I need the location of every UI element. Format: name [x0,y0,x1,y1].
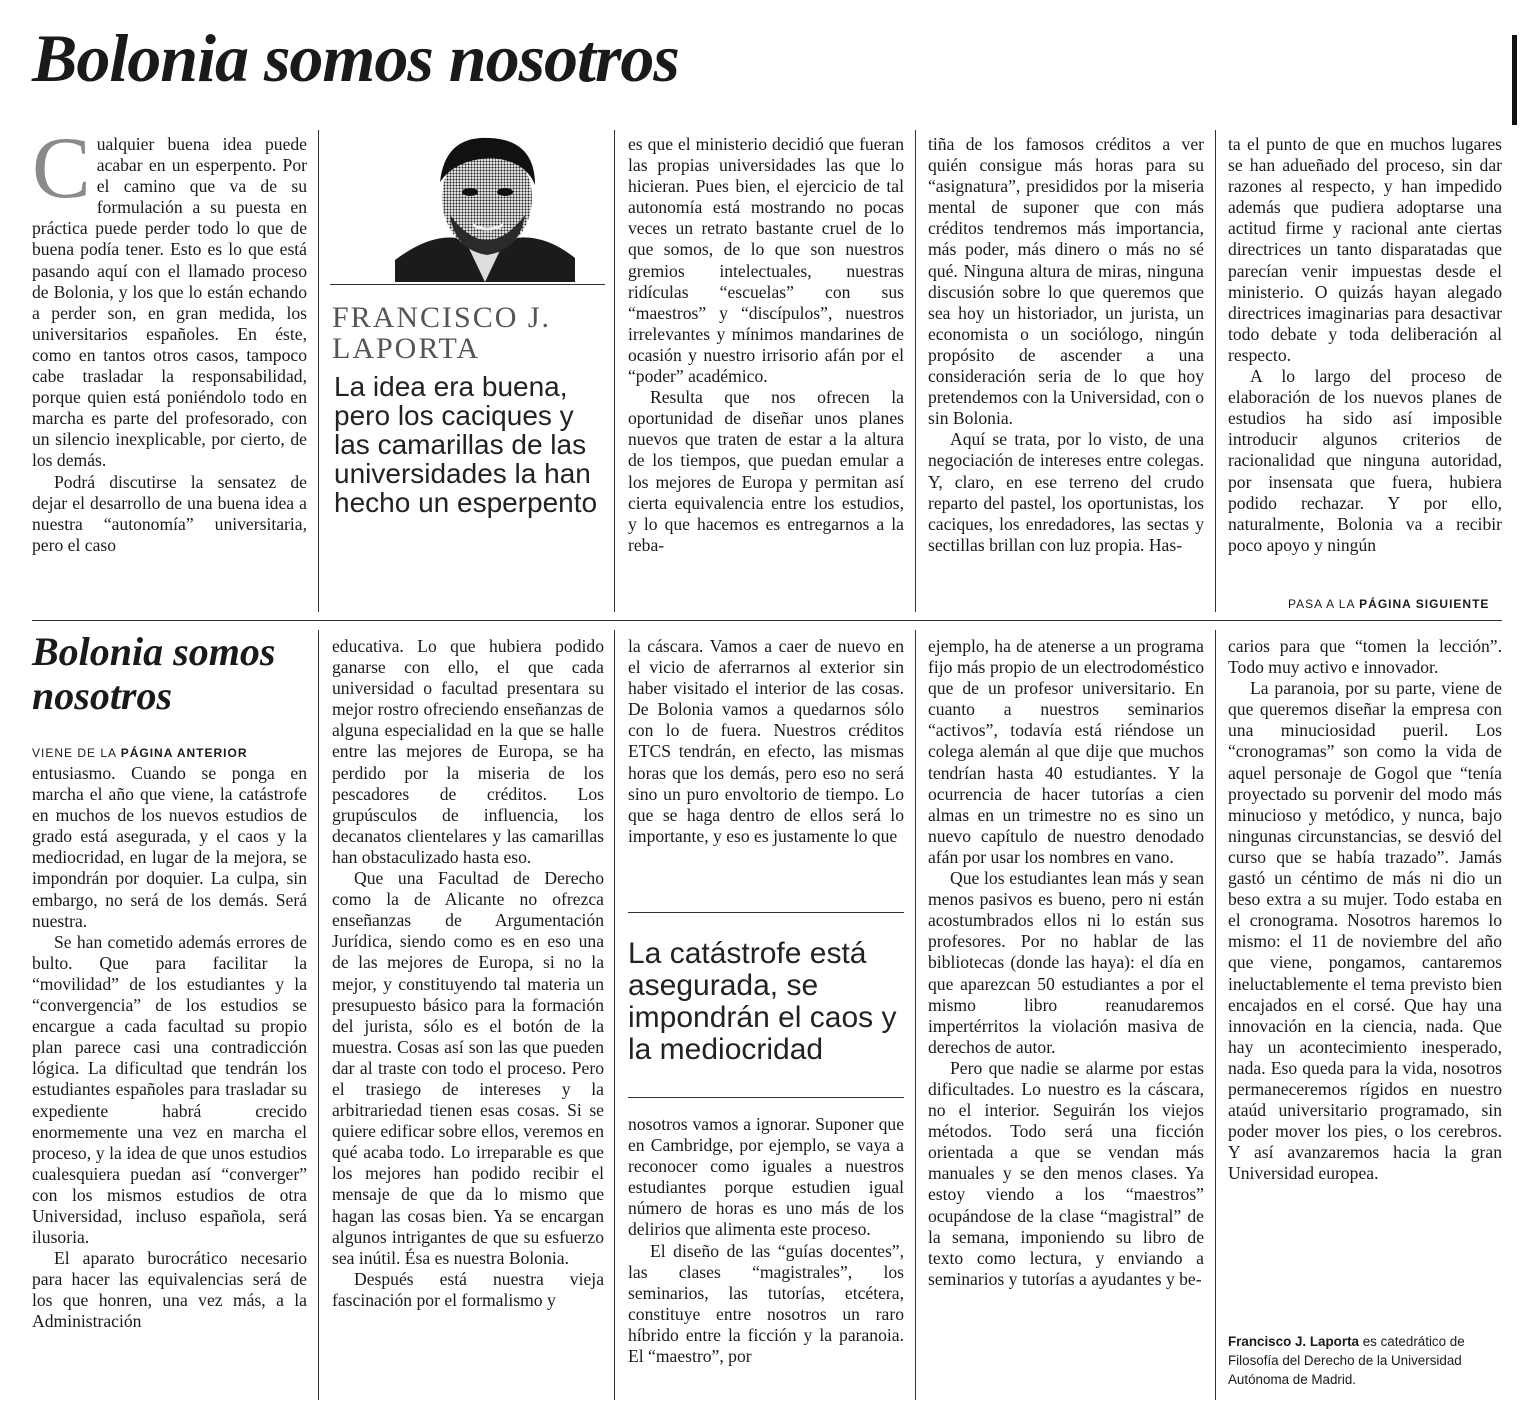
paragraph: nosotros vamos a ignorar. Suponer que en Cambridge, por ejemplo, se vaya a reconocer como iguales a nuestros estudiantes porque estudien igual número de horas es uno más de los delirios que alimenta este proceso. [628,1114,904,1240]
column-rule [318,630,319,1400]
paragraph: Aquí se trata, por lo visto, de una negociación de intereses entre colegas. Y, claro, en ese terreno del crudo reparto del pastel, los oportunistas, los caciques, los enredadores, las sectas y sectillas brillan con luz propia. Has- [928,429,1204,555]
paragraph: carios para que “tomen la lección”. Todo muy activo e innovador. [1228,636,1502,678]
paragraph: A lo largo del proceso de elaboración de los nuevos planes de estudios ha sido así imposible introducir algunos criterios de racionalidad que ninguna autoridad, por insensata que fuera, hubiera podido rechazar. Y por ello, naturalmente, Bolonia va a recibir poco apoyo y ningún [1228,366,1502,555]
continuation-title: Bolonia somos nosotros [32,629,276,718]
author-last-name: LAPORTA [332,332,481,365]
paragraph: Resulta que nos ofrecen la oportunidad de diseñar unos planes nuevos que traten de estar a la altura de los tiempos, que puedan emular a los mejores de Europa y permitan así cierta equivalencia entre los estudios, y lo que hacemos es entregarnos a la reba- [628,387,904,555]
column-rule [318,130,319,612]
paragraph: educativa. Lo que hubiera podido ganarse con ello, el que cada universidad o facultad presentara su mejor rostro ofreciendo enseñanzas de alguna especialidad en la que se halle entre las mejores de Europa, se ha perdido por la miseria de los pescadores de créditos. Los grupúsculos de influencia, los decanatos clientelares y las camarillas han obstaculizado hasta eso. [332,636,604,867]
paragraph: la cáscara. Vamos a caer de nuevo en el vicio de aferrarnos al exterior sin haber visitado el interior de las cosas. De Bolonia vamos a quedarnos sólo con lo de fuera. Nuestros créditos ETCS tendrán, en efecto, las mismas horas que los demás, pero eso no será sino un puro envoltorio de tiempo. Lo que se haga dentro de ellos será lo importante, y eso es justamente lo que [628,636,904,846]
section-divider [32,620,1502,621]
top-column-3 [628,134,904,612]
turn-prefix: VIENE DE LA [32,746,117,760]
turn-prefix: PASA A LA [1288,597,1355,611]
paragraph: ta el punto de que en muchos lugares se han adueñado del proceso, sin dar razones al respecto, y han impedido además que pudiera adoptarse una actitud firme y racional ante ciertas directrices un tanto disparatadas que parecían venir impuestas desde el ministerio. O quizás hayan alegado directrices imaginarias para desactivar todo debate y toda deliberación al respecto. [1228,134,1502,365]
page-edge-mark [1512,35,1517,125]
column-rule [614,130,615,612]
pullquote-rule [628,912,904,913]
paragraph: es que el ministerio decidió que fueran las propias universidades las que lo hicieran. Pues bien, el ejercicio de tal autonomía está mostrando no pocas veces un retrato bastante cruel de lo que somos, de lo que son nuestros gremios intelectuales, nuestras ridículas “escuelas” con sus “maestros” y “discípulos”, nuestros irrelevantes y mínimos mandarines de ocasión y nuestro irrisorio afán por el “poder” académico. [628,134,904,387]
paragraph: La paranoia, por su parte, viene de que queremos diseñar la empresa con una minuciosidad pueril. Los “cronogramas” son como la vida de aquel personaje de Gogol que “tenía proyectado su porvenir del modo más minucioso y metódico, y nunca, bajo ningunas circunstancias, se desvió del curso que se había trazado”. Jamás gastó un céntimo de más ni dio un beso extra a su mujer. Todo estaba en el cronograma. Nosotros haremos lo mismo: el 11 de noviembre del año que viene, pongamos, cantaremos ineluctablemente el tema previsto bien encajados en el corsé. Que hay una innovación en la ciencia, nada. Que hay un acontecimiento inesperado, nada. Eso queda para la vida, nosotros permaneceremos rígidos en nuestro ataúd universitario programado, sin poder mover los pies, o los cerebros. Y así avanzaremos hacia la gran Universidad europea. [1228,678,1502,1184]
column-rule [1215,130,1216,612]
bottom-column-1 [32,763,307,1405]
turn-page-label: PÁGINA SIGUIENTE [1359,597,1490,611]
author-bio [1228,1332,1502,1389]
top-column-4 [928,134,1204,612]
drop-cap: C [32,134,91,217]
top-column-5 [1228,134,1502,592]
paragraph: Que una Facultad de Derecho como la de Alicante no ofrezca enseñanzas de Argumentación Jurídica, siendo como es en eso una de las mejores de Europa, si no la mejor, y constituyendo tal materia un presupuesto básico para la formación del jurista, sólo es el botón de la muestra. Cosas así son las que pueden dar al traste con todo el proceso. Pero el trasiego de intereses y la arbitrariedad tienen esas cosas. Si se quiere edificar sobre ellos, veremos en qué acaba todo. Lo irreparable es que los mejores han podido recibir el mensaje de que da lo mismo que hagan las cosas bien. Ya se encargan algunos intrigantes de que su esfuerzo sea inútil. Ésa es nuestra Bolonia. [332,868,604,1268]
paragraph: Podrá discutirse la sensatez de dejar el desarrollo de una buena idea a nuestra “autonomía” universitaria, pero el caso [32,471,307,555]
column-rule [915,130,916,612]
column-rule [915,630,916,1400]
pull-quote: La idea era buena, pero los caciques y las camarillas de las universidades la han hecho un esperpento [334,371,598,518]
paragraph: Después está nuestra vieja fascinación por el formalismo y [332,1268,604,1310]
paragraph: ualquier buena idea puede acabar en un esperpento. Por el camino que va de su formulación a su puesta en práctica puede perder todo lo que de buena podía tener. Esto es lo que está pasando aquí con el llamado proceso de Bolonia, y los que lo están echando a perder son, en gran medida, los universitarios españoles. En éste, como en tantos otros casos, tampoco cabe trasladar la responsabilidad, porque quien está poniéndolo todo en marcha es parte del profesorado, con un silencio inexplicable, por cierto, de los demás. [32,134,307,471]
paragraph: ejemplo, ha de atenerse a un programa fijo más propio de un electrodoméstico que de un profesor universitario. En cuanto a nuestros seminarios “activos”, todavía está riéndose un colega alemán al que dije que muchos tendrían hasta 40 estudiantes. Y la ocurrencia de hacer tutorías a cien almas en un trimestre no es sino un nuevo capítulo de nuestro denodado afán por usar los nombres en vano. [928,636,1204,867]
bottom-column-5 [1228,636,1502,1316]
bottom-column-3a [628,636,904,898]
pullquote-rule [628,1097,904,1098]
author-byline [332,302,551,364]
author-first-name: FRANCISCO J. [332,301,552,334]
paragraph: Pero que nadie se alarme por estas dificultades. Lo nuestro es la cáscara, no el interior. Seguirán los viejos métodos. Todo será una ficción orientada a que se vendan más manuales y se den menos clases. Ya estoy viendo a los “maestros” ocupándose de la clase “magistral” de la semana, imponiendo su libro de texto como lectura, y enviando a seminarios y tutorías a ayudantes y be- [928,1057,1204,1289]
turn-page-label: PÁGINA ANTERIOR [120,746,248,760]
top-column-1 [32,134,307,612]
paragraph: tiña de los famosos créditos a ver quién consigue más horas para su “asignatura”, presididos por la miseria mental de suponer que con más créditos tendremos más importancia, más poder, más dinero o más no sé qué. Ninguna altura de miras, ninguna discusión sobre lo que queremos que sea hoy un historiador, un jurista, un economista o un sociólogo, ningún propósito de ascender a una consideración seria de lo que hoy pretendemos con la Universidad, con o sin Bolonia. [928,134,1204,429]
paragraph: entusiasmo. Cuando se ponga en marcha el año que viene, la catástrofe en muchos de los nuevos estudios de grado está asegurada, y el caos y la mediocridad, en lugar de la mejora, se impondrán por doquier. La culpa, sin embargo, no será de los demás. Será nuestra. [32,763,307,931]
paragraph: Que los estudiantes lean más y sean menos pasivos es bueno, pero ni están acostumbrados ellos ni lo están sus profesores. Por no hablar de las bibliotecas (donde las haya): el día en que aparezcan 50 estudiantes a por el mismo libro reanudaremos impertérritos la violación masiva de derechos de autor. [928,868,1204,1057]
paragraph: El aparato burocrático necesario para hacer las equivalencias será de los que honren, una vez más, a la Administración [32,1248,307,1332]
paragraph: Se han cometido además errores de bulto. Que para facilitar la “movilidad” de los estudiantes y la “convergencia” de los estudios se encargue a cada facultad su propio plan parece casi una contradicción lógica. La dificultad que tendrán los estudiantes españoles para trasladar su expediente habrá crecido enormemente una vez en marcha el proceso, y la idea de que unos estudios cualesquiera puedan así “converger” con los mismos estudios de otra Universidad, incluso española, será ilusoria. [32,931,307,1248]
bio-name: Francisco J. Laporta [1228,1334,1359,1349]
bio-text: es catedrático de Filosofía del Derecho de la Universidad Autónoma de Madrid. [1228,1334,1465,1387]
bottom-column-2 [332,636,604,1406]
turn-previous-page [32,746,248,760]
paragraph: El diseño de las “guías docentes”, las clases “magistrales”, los seminarios, las tutorías, etcétera, constituye entre nosotros un raro híbrido entre la ficción y la paranoia. El “maestro”, por [628,1240,904,1367]
column-rule [1215,630,1216,1400]
bottom-column-3b [628,1114,904,1404]
author-portrait [395,130,575,282]
turn-next-page [1288,597,1489,611]
portrait-rule [330,284,605,285]
pull-quote-2: La catástrofe está asegurada, se impondrán el caos y la mediocridad [628,937,897,1066]
article-title: Bolonia somos nosotros [32,20,679,96]
column-rule [614,630,615,1400]
bottom-column-4 [928,636,1204,1406]
